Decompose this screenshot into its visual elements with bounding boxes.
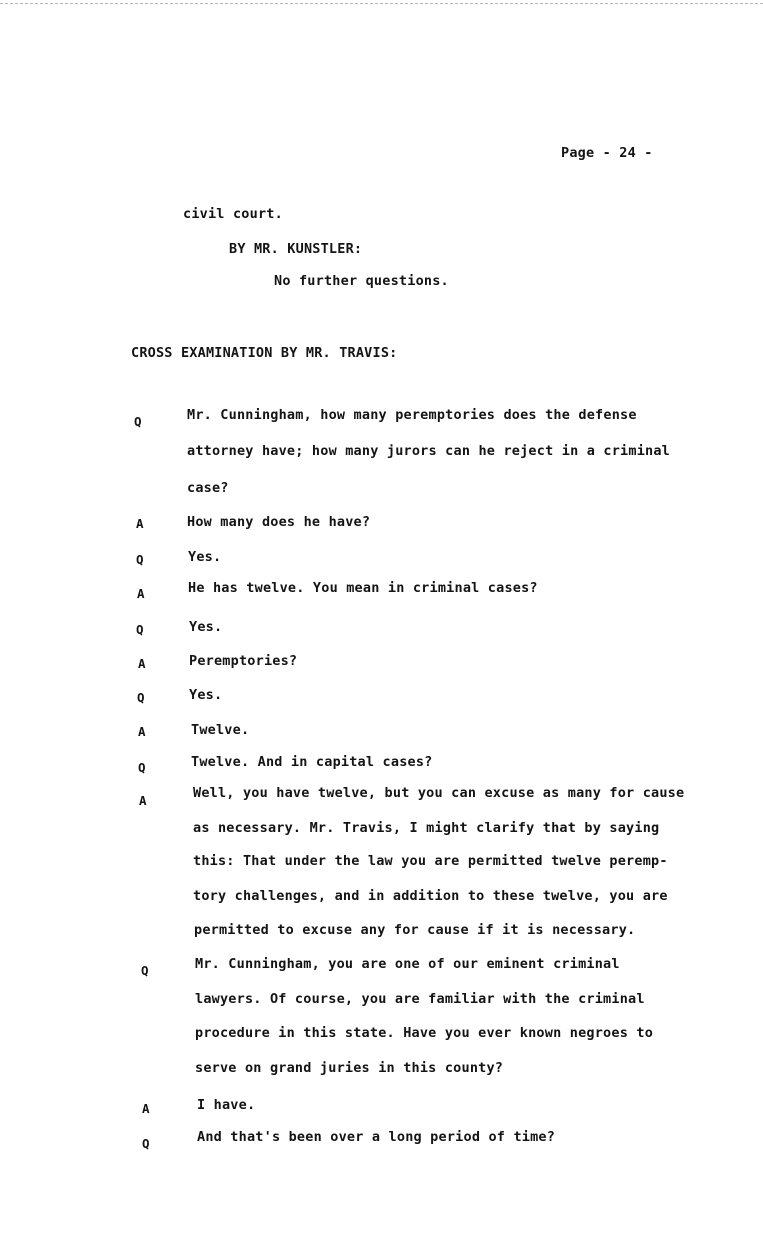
testimony-line: Peremptories? (189, 653, 298, 669)
testimony-line: And that's been over a long period of time? (197, 1129, 556, 1145)
speaker-marker: Q (137, 690, 145, 705)
testimony-line: Twelve. (191, 722, 250, 738)
testimony-line: attorney have; how many jurors can he reject in a criminal (187, 443, 671, 459)
speaker-marker: A (138, 656, 146, 671)
speaker-marker: Q (134, 414, 142, 429)
continued-text-line: civil court. (183, 206, 283, 222)
speaker-marker: A (142, 1101, 150, 1116)
testimony-line: procedure in this state. Have you ever known negroes to (195, 1025, 654, 1041)
testimony-line: Yes. (189, 619, 223, 635)
speaker-marker: Q (142, 1136, 150, 1151)
testimony-line: He has twelve. You mean in criminal cases? (188, 580, 538, 596)
speaker-marker: Q (136, 552, 144, 567)
speaker-marker: A (138, 724, 146, 739)
testimony-line: Yes. (188, 549, 222, 565)
testimony-line: permitted to excuse any for cause if it is necessary. (194, 922, 636, 938)
examiner-heading: BY MR. KUNSTLER: (229, 241, 363, 257)
testimony-line: this: That under the law you are permitted twelve peremp- (193, 853, 668, 869)
speaker-marker: Q (138, 760, 146, 775)
testimony-line: lawyers. Of course, you are familiar with the criminal (195, 991, 645, 1007)
testimony-line: Well, you have twelve, but you can excuse as many for cause (193, 785, 685, 801)
speaker-marker: Q (141, 963, 149, 978)
testimony-line: Mr. Cunningham, how many peremptories does the defense (187, 407, 637, 423)
speaker-marker: A (136, 516, 144, 531)
testimony-line: case? (187, 480, 229, 496)
speaker-marker: Q (136, 622, 144, 637)
testimony-line: Twelve. And in capital cases? (191, 754, 433, 770)
testimony-line: I have. (197, 1097, 256, 1113)
testimony-line: Mr. Cunningham, you are one of our eminent criminal (195, 956, 620, 972)
cross-examination-heading: CROSS EXAMINATION BY MR. TRAVIS: (131, 345, 398, 361)
testimony-line: How many does he have? (187, 514, 371, 530)
speaker-marker: A (137, 586, 145, 601)
top-rule (0, 3, 763, 4)
speaker-marker: A (139, 793, 147, 808)
testimony-line: serve on grand juries in this county? (195, 1060, 504, 1076)
testimony-line: as necessary. Mr. Travis, I might clarify that by saying (193, 820, 660, 836)
testimony-line: Yes. (189, 687, 223, 703)
testimony-line: tory challenges, and in addition to these twelve, you are (193, 888, 668, 904)
no-further-questions-line: No further questions. (274, 273, 449, 289)
page-number: Page - 24 - (561, 145, 653, 161)
